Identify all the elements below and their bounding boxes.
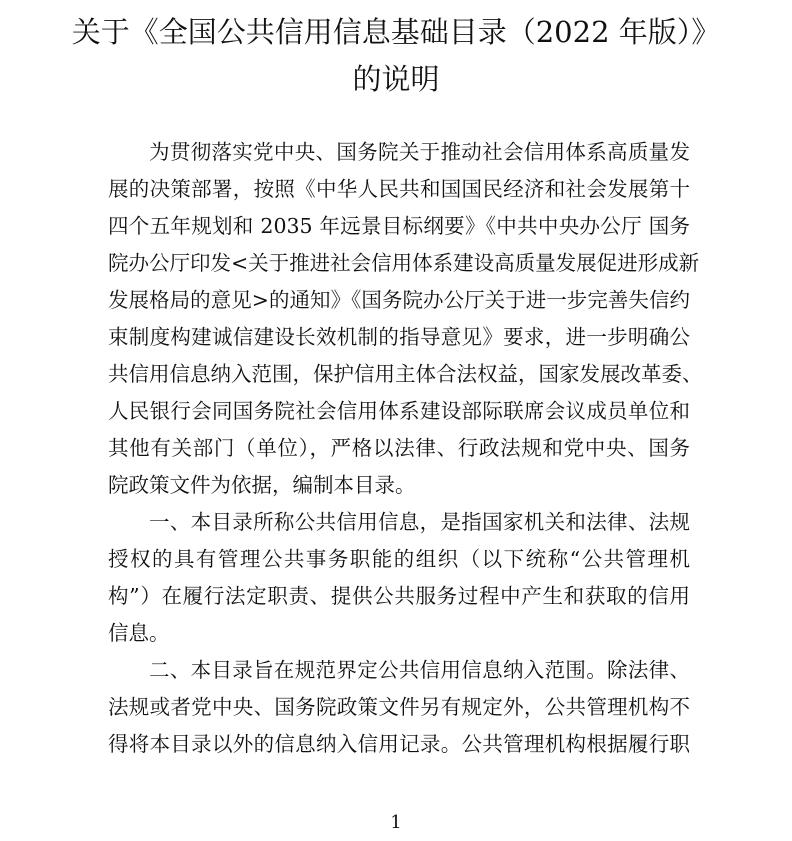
paragraph-1-line-3: 四个五年规划和 2035 年远景目标纲要》《中共中央办公厅 国务 <box>108 214 690 238</box>
paragraph-1-line-8: 人民银行会同国务院社会信用体系建设部际联席会议成员单位和 <box>108 399 690 423</box>
paragraph-1-line-5: 发展格局的意见>的通知》《国务院办公厅关于进一步完善失信约 <box>108 288 690 312</box>
paragraph-2-line-1: 一、本目录所称公共信用信息，是指国家机关和法律、法规 <box>149 510 690 534</box>
paragraph-1-line-2: 展的决策部署，按照《中华人民共和国国民经济和社会发展第十 <box>108 177 690 201</box>
paragraph-2-line-2: 授权的具有管理公共事务职能的组织（以下统称“公共管理机 <box>108 547 690 571</box>
paragraph-2-line-3: 构”）在履行法定职责、提供公共服务过程中产生和获取的信用 <box>108 584 690 608</box>
document-title-line-2: 的说明 <box>352 62 440 96</box>
paragraph-1-line-10: 院政策文件为依据，编制本目录。 <box>108 473 416 497</box>
document-title-line-1: 关于《全国公共信用信息基础目录（2022 年版）》 <box>71 15 721 49</box>
page-number: 1 <box>390 812 402 833</box>
paragraph-1-line-4: 院办公厅印发<关于推进社会信用体系建设高质量发展促进形成新 <box>108 251 700 275</box>
paragraph-3-line-1: 二、本目录旨在规范界定公共信用信息纳入范围。除法律、 <box>149 658 690 682</box>
paragraph-3-line-3: 得将本目录以外的信息纳入信用记录。公共管理机构根据履行职 <box>108 732 690 756</box>
paragraph-1-line-6: 束制度构建诚信建设长效机制的指导意见》要求，进一步明确公 <box>108 325 690 349</box>
paragraph-3-line-2: 法规或者党中央、国务院政策文件另有规定外，公共管理机构不 <box>108 695 690 719</box>
paragraph-2-line-4: 信息。 <box>108 621 170 645</box>
paragraph-1-line-9: 其他有关部门（单位），严格以法律、行政法规和党中央、国务 <box>108 436 690 460</box>
paragraph-1-line-7: 共信用信息纳入范围，保护信用主体合法权益，国家发展改革委、 <box>108 362 703 386</box>
paragraph-1-line-1: 为贯彻落实党中央、国务院关于推动社会信用体系高质量发 <box>149 140 690 164</box>
